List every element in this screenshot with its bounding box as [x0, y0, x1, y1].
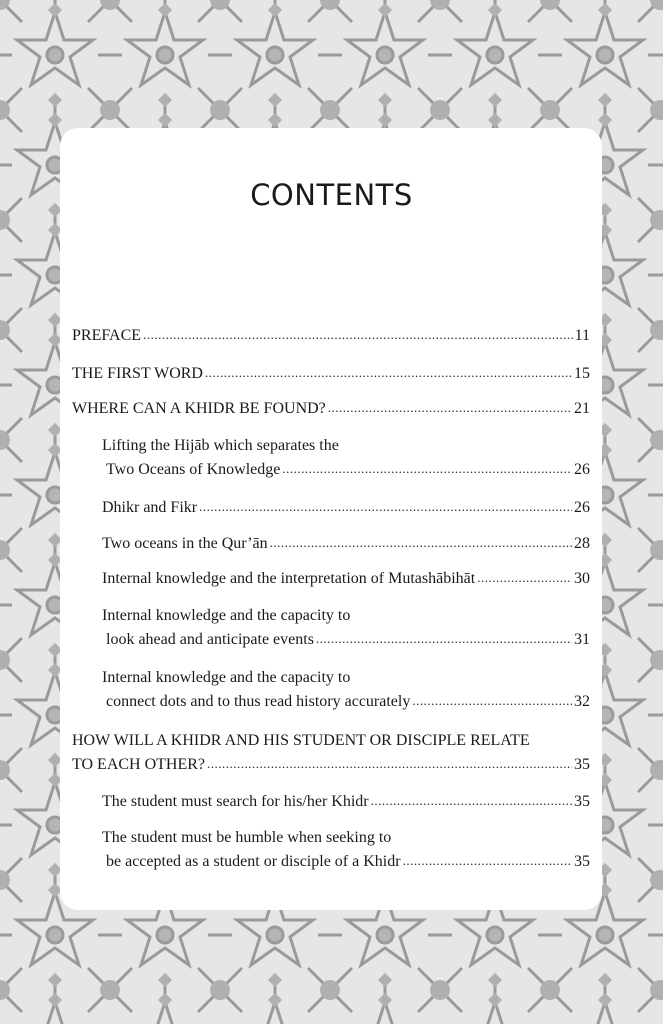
toc-entry-look-ahead[interactable] [102, 604, 590, 652]
dot-leader [205, 361, 572, 381]
toc-entry-title: The student must be humble when seeking to [102, 829, 392, 846]
toc-page-number: 21 [574, 400, 590, 417]
dot-leader [412, 689, 572, 709]
dot-leader [199, 495, 572, 515]
toc-page-number: 26 [574, 499, 590, 516]
toc-page-number: 32 [574, 693, 590, 710]
dot-leader [403, 849, 572, 869]
toc-entry-title: Internal knowledge and the capacity to [102, 669, 351, 686]
page-title: CONTENTS [250, 178, 413, 212]
toc-entry-two-oceans[interactable] [102, 532, 590, 556]
toc-entry-preface[interactable] [72, 324, 590, 348]
dot-leader [328, 396, 572, 416]
toc-page-number: 35 [574, 853, 590, 870]
toc-entry-first-word[interactable] [72, 362, 590, 386]
toc-entry-title: Two oceans in the Qur’ān [102, 535, 268, 552]
toc-page-number: 35 [574, 756, 590, 773]
dot-leader [282, 457, 572, 477]
toc-entry-student-relate[interactable] [72, 729, 590, 777]
toc-entry-title: PREFACE [72, 327, 142, 344]
toc-entry-title-continued: connect dots and to thus read history accurately [106, 693, 411, 710]
toc-entry-title-continued: TO EACH OTHER? [72, 756, 206, 773]
dot-leader [143, 323, 573, 343]
toc-page-number: 30 [574, 570, 590, 587]
toc-entry-title: WHERE CAN A KHIDR BE FOUND? [72, 400, 326, 417]
toc-entry-dhikr-fikr[interactable] [102, 496, 590, 520]
dot-leader [477, 566, 572, 586]
toc-entry-title: THE FIRST WORD [72, 365, 203, 382]
toc-entry-search-khidr[interactable] [102, 790, 590, 814]
toc-entry-title: Internal knowledge and the capacity to [102, 607, 351, 624]
dot-leader [207, 752, 572, 772]
toc-entry-title: The student must search for his/her Khidr [102, 793, 369, 810]
toc-entry-title: Internal knowledge and the interpretation of Mutashābihāt [102, 570, 476, 587]
toc-entry-title-continued: look ahead and anticipate events [106, 631, 314, 648]
toc-entry-title: Dhikr and Fikr [102, 499, 198, 516]
dot-leader [270, 531, 572, 551]
toc-entry-where-khidr[interactable] [72, 397, 590, 421]
toc-entry-connect-dots[interactable] [102, 666, 590, 714]
toc-entry-title-continued: be accepted as a student or disciple of a Khidr [106, 853, 401, 870]
toc-page-number: 26 [574, 461, 590, 478]
toc-entry-mutashabihat[interactable] [102, 567, 590, 591]
toc-page-number: 15 [574, 365, 590, 382]
toc-page-number: 28 [574, 535, 590, 552]
toc-entry-humble[interactable] [102, 826, 590, 874]
toc-entry-title-continued: Two Oceans of Knowledge [106, 461, 281, 478]
toc-entry-lifting-hijab[interactable] [102, 434, 590, 482]
toc-page-number: 31 [574, 631, 590, 648]
toc-entry-title: Lifting the Hijāb which separates the [102, 437, 339, 454]
toc-page-number: 35 [574, 793, 590, 810]
dot-leader [316, 627, 572, 647]
toc-entry-title: HOW WILL A KHIDR AND HIS STUDENT OR DISCIPLE RELATE [72, 732, 530, 749]
dot-leader [371, 789, 572, 809]
toc-page-number: 11 [574, 327, 590, 344]
